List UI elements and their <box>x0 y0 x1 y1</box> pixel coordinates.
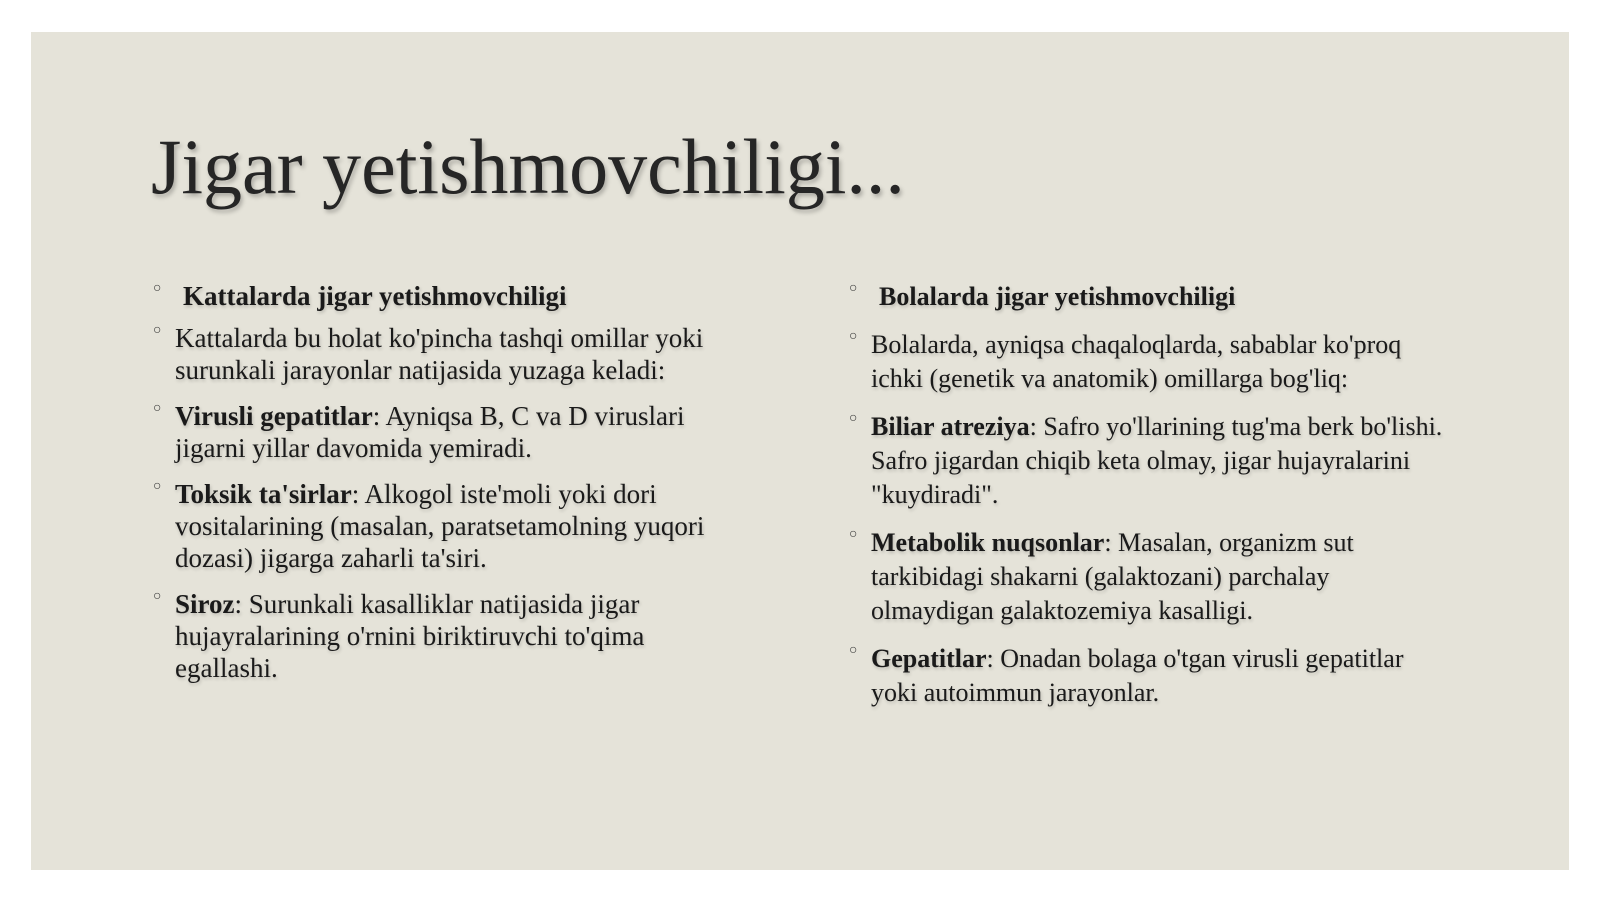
list-item <box>849 642 1449 710</box>
bullet-icon: ○ <box>849 643 858 658</box>
slide <box>31 32 1569 870</box>
left-intro-text: Kattalarda bu holat ko'pincha tashqi omillar yoki surunkali jarayonlar natijasida yuzaga keladi: <box>175 323 704 385</box>
left-column <box>153 280 753 698</box>
item-term: Metabolik nuqsonlar <box>871 528 1105 557</box>
item-text: : Ayniqsa B, C va D viruslari jigarni yillar davomida yemiradi. <box>175 401 685 463</box>
bullet-icon: ○ <box>849 329 858 344</box>
list-item <box>153 478 753 574</box>
left-intro <box>153 322 753 386</box>
slide-title: Jigar yetishmovchiligi... <box>151 123 905 210</box>
bullet-icon: ○ <box>153 589 162 604</box>
item-term: Biliar atreziya <box>871 412 1030 441</box>
bullet-icon: ○ <box>153 323 162 338</box>
left-heading <box>153 280 753 312</box>
item-term: Toksik ta'sirlar <box>175 479 352 509</box>
item-text: : Surunkali kasalliklar natijasida jigar hujayralarining o'rnini biriktiruvchi to'qima egallashi. <box>175 589 645 683</box>
item-term: Gepatitlar <box>871 644 987 673</box>
item-term: Siroz <box>175 589 235 619</box>
bullet-icon: ○ <box>849 527 858 542</box>
list-item <box>849 526 1449 628</box>
bullet-icon: ○ <box>153 479 162 494</box>
item-text: : Alkogol iste'moli yoki dori vositalarining (masalan, paratsetamolning yuqori dozasi) jigarga zaharli ta'siri. <box>175 479 705 573</box>
item-text: : Onadan bolaga o'tgan virusli gepatitlar yoki autoimmun jarayonlar. <box>871 644 1404 707</box>
item-text: : Safro yo'llarining tug'ma berk bo'lishi. Safro jigardan chiqib keta olmay, jigar hujayralarini "kuydiradi". <box>871 412 1443 509</box>
right-heading-text: Bolalarda jigar yetishmovchiligi <box>879 282 1236 311</box>
list-item <box>153 400 753 464</box>
left-heading-text: Kattalarda jigar yetishmovchiligi <box>183 281 567 311</box>
right-intro <box>849 328 1449 396</box>
item-text: : Masalan, organizm sut tarkibidagi shakarni (galaktozani) parchalay olmaydigan galaktozemiya kasalligi. <box>871 528 1354 625</box>
right-heading <box>849 280 1449 314</box>
bullet-icon: ○ <box>153 401 162 416</box>
list-item <box>153 588 753 684</box>
item-term: Virusli gepatitlar <box>175 401 373 431</box>
bullet-icon: ○ <box>849 281 858 296</box>
bullet-icon: ○ <box>153 281 162 296</box>
right-intro-text: Bolalarda, ayniqsa chaqaloqlarda, sabablar ko'proq ichki (genetik va anatomik) omillarga bog'liq: <box>871 330 1402 393</box>
bullet-icon: ○ <box>849 411 858 426</box>
right-column <box>849 280 1449 724</box>
list-item <box>849 410 1449 512</box>
